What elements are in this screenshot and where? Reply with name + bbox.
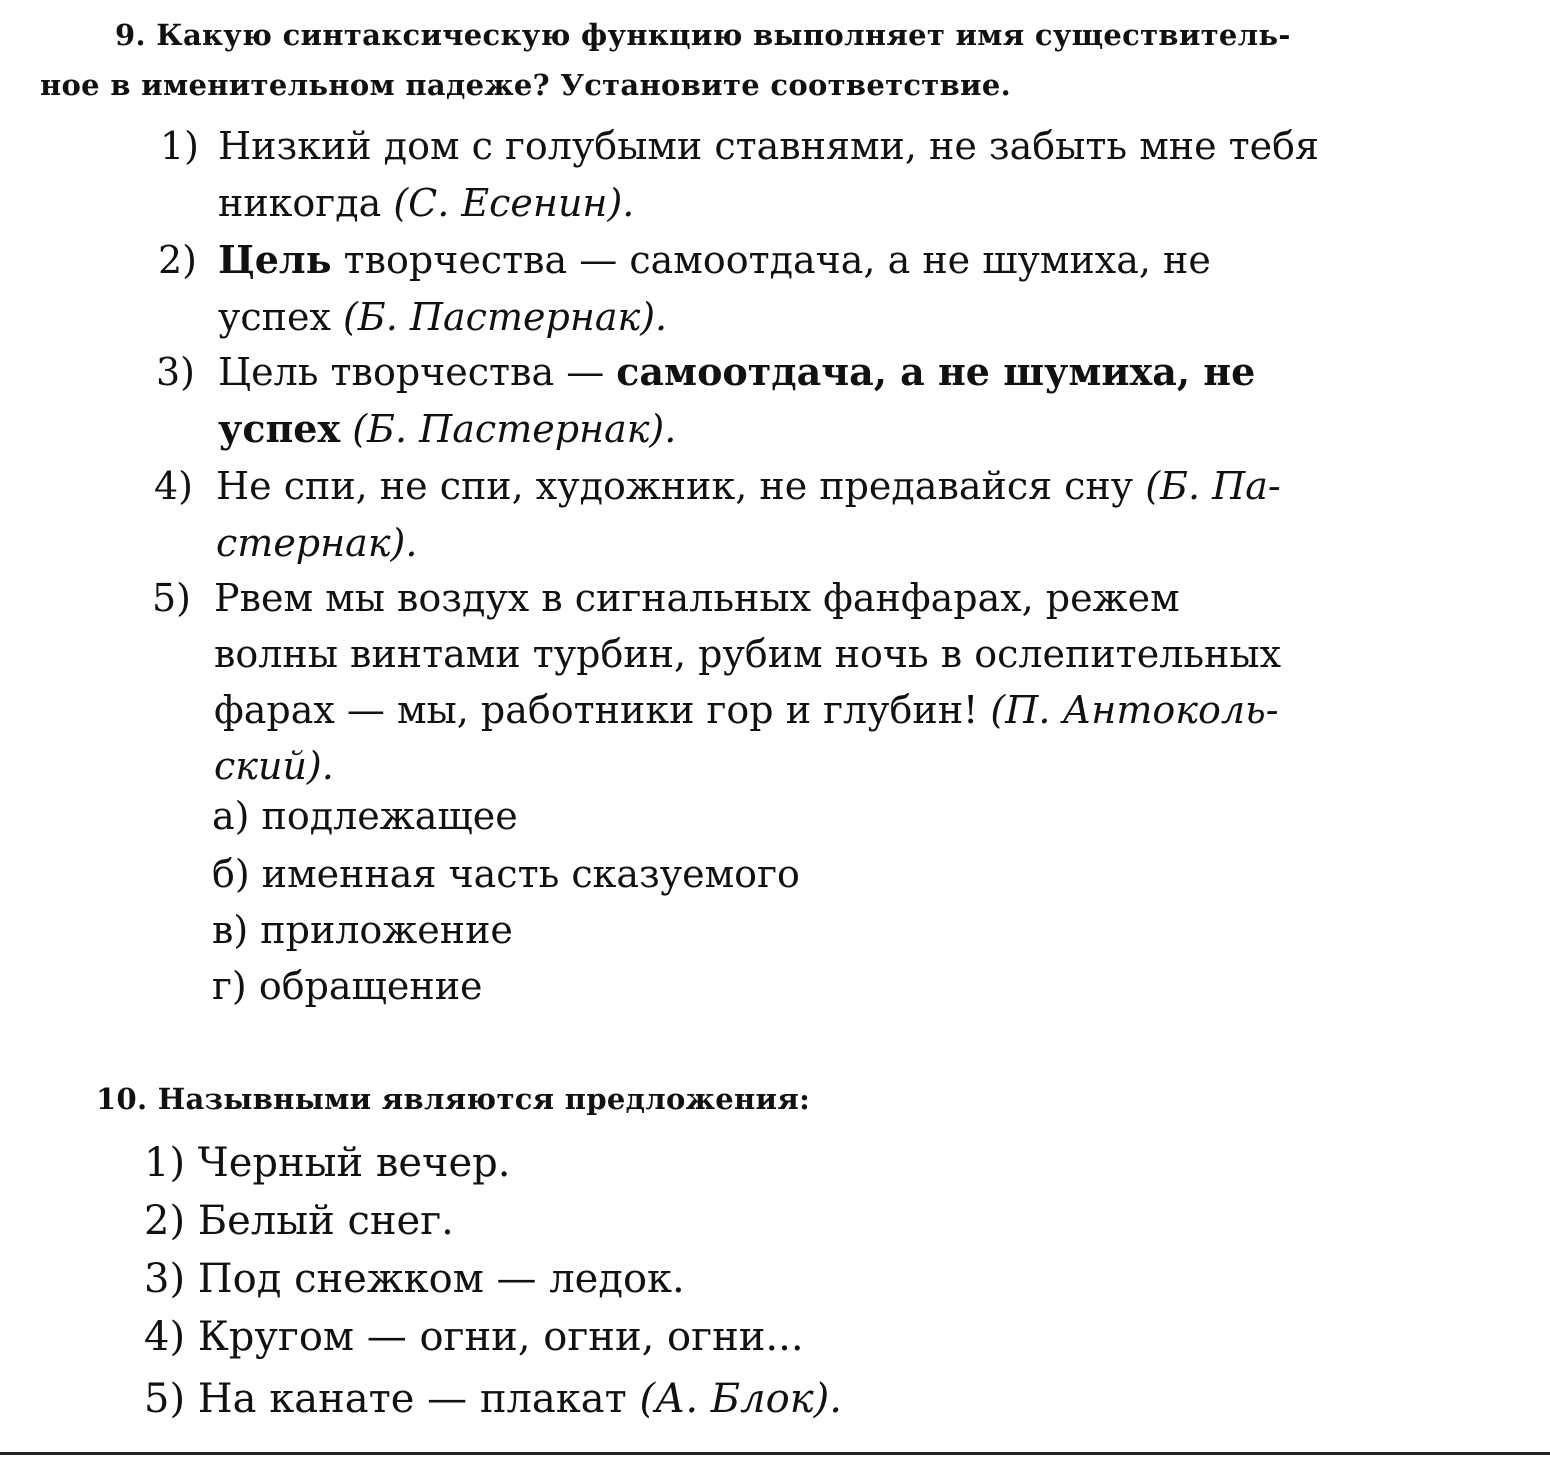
- item-line: Низкий дом с голубыми ставнями, не забыть мне тебя: [218, 124, 1320, 168]
- task-10-item-2: [144, 1192, 454, 1250]
- page-bottom-rule: [0, 1452, 1550, 1455]
- item-author: (А. Блок).: [639, 1376, 842, 1422]
- item-number: 5): [152, 576, 192, 620]
- item-line: Рвем мы воздух в сигнальных фанфарах, режем: [214, 576, 1180, 620]
- item-line: [218, 401, 676, 457]
- item-author: ский).: [214, 744, 334, 788]
- item-number: 2): [158, 238, 198, 282]
- task-10-item-1: [144, 1134, 510, 1192]
- task-10-item-5: [144, 1370, 842, 1428]
- item-text: Не спи, не спи, художник, не предавайся сну: [216, 464, 1134, 508]
- item-line: [216, 458, 1281, 514]
- item-number: 5): [144, 1376, 186, 1422]
- task-9-question-line-2: ное в именительном падеже? Установите соответствие.: [40, 68, 1011, 102]
- item-text: творчества — самоотдача, а не шумиха, не: [343, 238, 1211, 282]
- task-9-option-b: б) именная часть сказуемого: [212, 852, 800, 896]
- item-number: 4): [144, 1314, 186, 1360]
- item-text: Под снежком — ледок.: [197, 1256, 685, 1302]
- item-text: фарах — мы, работники гор и глубин!: [214, 688, 979, 732]
- item-number: 3): [156, 350, 196, 394]
- item-author: (С. Есенин).: [393, 181, 635, 225]
- item-text: На канате — плакат: [197, 1376, 627, 1422]
- item-line: [218, 344, 1255, 400]
- task-9-question-text-1: Какую синтаксическую функцию выполняет имя существитель-: [156, 18, 1291, 52]
- item-author: (Б. Пастернак).: [342, 295, 668, 339]
- item-number: 1): [160, 124, 200, 168]
- item-text: Кругом — огни, огни, огни...: [197, 1314, 804, 1360]
- item-line: [218, 175, 634, 231]
- task-10-question: [96, 1076, 810, 1122]
- item-text: Черный вечер.: [197, 1140, 511, 1186]
- task-10-number: 10.: [96, 1082, 148, 1116]
- item-line: волны винтами турбин, рубим ночь в ослепительных: [214, 632, 1282, 676]
- item-author: (П. Антоколь-: [990, 688, 1279, 732]
- item-bold-word: Цель: [218, 237, 332, 282]
- item-author: стернак).: [216, 521, 418, 565]
- task-10-item-3: [144, 1250, 685, 1308]
- task-10-question-text: Назывными являются предложения:: [157, 1082, 811, 1116]
- item-number: 4): [154, 464, 194, 508]
- task-9-option-v: в) приложение: [212, 908, 513, 952]
- item-bold-text: самоотдача, а не шумиха, не: [616, 349, 1256, 394]
- item-line: [218, 232, 1211, 288]
- item-text: никогда: [218, 181, 382, 225]
- task-9-option-g: г) обращение: [212, 964, 483, 1008]
- item-author: (Б. Пастернак).: [352, 407, 677, 451]
- item-text: Цель творчества —: [218, 350, 605, 394]
- item-number: 2): [144, 1198, 186, 1244]
- task-9-option-a: а) подлежащее: [212, 794, 518, 838]
- task-9-number: 9.: [115, 18, 146, 52]
- item-author: (Б. Па-: [1145, 464, 1281, 508]
- task-10-item-4: [144, 1308, 804, 1366]
- item-number: 1): [144, 1140, 186, 1186]
- item-line: [214, 682, 1279, 738]
- item-number: 3): [144, 1256, 186, 1302]
- item-text: успех: [218, 295, 331, 339]
- item-bold-text: успех: [218, 406, 341, 451]
- task-9-question-line-1: [115, 12, 1291, 58]
- item-text: Белый снег.: [197, 1198, 454, 1244]
- item-line: [218, 289, 667, 345]
